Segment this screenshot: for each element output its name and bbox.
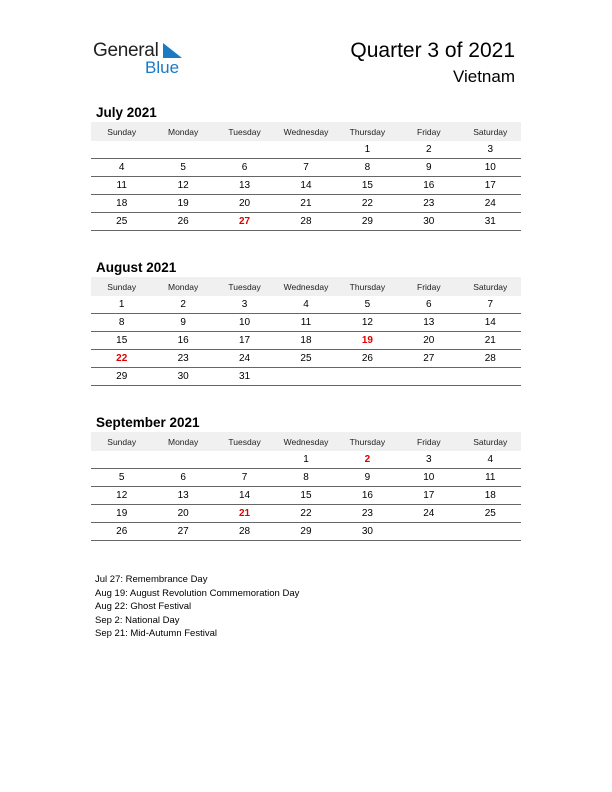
- day-cell: 19: [91, 505, 152, 523]
- day-cell: 21: [214, 505, 275, 523]
- day-cell: 12: [91, 487, 152, 505]
- empty-day-cell: [275, 368, 336, 386]
- holiday-note: Sep 2: National Day: [95, 614, 180, 626]
- day-cell: 13: [152, 487, 213, 505]
- day-cell: 6: [214, 159, 275, 177]
- day-cell: 13: [214, 177, 275, 195]
- day-cell: 25: [460, 505, 521, 523]
- weekday-header: Friday: [398, 277, 459, 296]
- weekday-header: Sunday: [91, 122, 152, 141]
- day-cell: 20: [214, 195, 275, 213]
- day-cell: 4: [460, 451, 521, 469]
- day-cell: 19: [152, 195, 213, 213]
- day-cell: 7: [460, 296, 521, 314]
- day-cell: 3: [214, 296, 275, 314]
- day-cell: 11: [460, 469, 521, 487]
- country-name: Vietnam: [452, 67, 515, 86]
- day-cell: 22: [275, 505, 336, 523]
- day-cell: 26: [91, 523, 152, 541]
- empty-day-cell: [337, 368, 398, 386]
- week-row: [91, 141, 521, 159]
- day-cell: 9: [398, 159, 459, 177]
- day-cell: 2: [152, 296, 213, 314]
- weekday-header-row: [91, 277, 521, 296]
- day-cell: 28: [214, 523, 275, 541]
- empty-day-cell: [152, 141, 213, 159]
- day-cell: 15: [91, 332, 152, 350]
- weekday-header: Friday: [398, 122, 459, 141]
- week-row: [91, 159, 521, 177]
- day-cell: 29: [91, 368, 152, 386]
- empty-day-cell: [91, 141, 152, 159]
- day-cell: 30: [152, 368, 213, 386]
- day-cell: 1: [337, 141, 398, 159]
- day-cell: 17: [460, 177, 521, 195]
- month-title: July 2021: [96, 105, 157, 120]
- day-cell: 15: [275, 487, 336, 505]
- day-cell: 9: [152, 314, 213, 332]
- day-cell: 2: [398, 141, 459, 159]
- empty-day-cell: [214, 451, 275, 469]
- day-cell: 29: [275, 523, 336, 541]
- day-cell: 31: [460, 213, 521, 231]
- weekday-header: Sunday: [91, 432, 152, 451]
- day-cell: 17: [214, 332, 275, 350]
- day-cell: 6: [152, 469, 213, 487]
- page-title: Quarter 3 of 2021: [350, 39, 515, 62]
- weekday-header: Tuesday: [214, 122, 275, 141]
- week-row: [91, 505, 521, 523]
- weekday-header: Monday: [152, 432, 213, 451]
- logo-blue-text: Blue: [145, 58, 180, 77]
- day-cell: 9: [337, 469, 398, 487]
- day-cell: 16: [398, 177, 459, 195]
- empty-day-cell: [398, 368, 459, 386]
- month-calendar: [91, 104, 521, 231]
- day-cell: 8: [275, 469, 336, 487]
- day-cell: 4: [275, 296, 336, 314]
- weekday-header: Sunday: [91, 277, 152, 296]
- holiday-note: Aug 22: Ghost Festival: [95, 601, 192, 612]
- day-cell: 27: [152, 523, 213, 541]
- day-cell: 24: [460, 195, 521, 213]
- day-cell: 11: [275, 314, 336, 332]
- week-row: [91, 368, 521, 386]
- day-cell: 3: [460, 141, 521, 159]
- day-cell: 1: [275, 451, 336, 469]
- day-cell: 19: [337, 332, 398, 350]
- day-cell: 27: [398, 350, 459, 368]
- day-cell: 20: [398, 332, 459, 350]
- day-cell: 2: [337, 451, 398, 469]
- day-cell: 21: [460, 332, 521, 350]
- day-cell: 21: [275, 195, 336, 213]
- week-row: [91, 314, 521, 332]
- day-cell: 30: [337, 523, 398, 541]
- day-cell: 16: [337, 487, 398, 505]
- weekday-header-row: [91, 432, 521, 451]
- empty-day-cell: [214, 141, 275, 159]
- day-cell: 12: [337, 314, 398, 332]
- day-cell: 24: [214, 350, 275, 368]
- empty-day-cell: [152, 451, 213, 469]
- day-cell: 31: [214, 368, 275, 386]
- week-row: [91, 213, 521, 231]
- day-cell: 24: [398, 505, 459, 523]
- day-cell: 8: [91, 314, 152, 332]
- day-cell: 10: [398, 469, 459, 487]
- week-row: [91, 487, 521, 505]
- empty-day-cell: [460, 523, 521, 541]
- day-cell: 25: [91, 213, 152, 231]
- day-cell: 10: [460, 159, 521, 177]
- day-cell: 27: [214, 213, 275, 231]
- week-row: [91, 332, 521, 350]
- holiday-note: Sep 21: Mid-Autumn Festival: [95, 628, 217, 639]
- weekday-header: Saturday: [460, 277, 521, 296]
- day-cell: 13: [398, 314, 459, 332]
- empty-day-cell: [275, 141, 336, 159]
- month-calendar: [91, 259, 521, 386]
- day-cell: 7: [275, 159, 336, 177]
- weekday-header-row: [91, 122, 521, 141]
- logo-triangle-icon: [161, 43, 183, 59]
- day-cell: 14: [275, 177, 336, 195]
- day-cell: 23: [337, 505, 398, 523]
- day-cell: 8: [337, 159, 398, 177]
- weekday-header: Thursday: [337, 277, 398, 296]
- day-cell: 7: [214, 469, 275, 487]
- week-row: [91, 195, 521, 213]
- day-cell: 11: [91, 177, 152, 195]
- week-row: [91, 296, 521, 314]
- day-cell: 26: [337, 350, 398, 368]
- generalblue-logo: [93, 40, 193, 80]
- day-cell: 10: [214, 314, 275, 332]
- weekday-header: Wednesday: [275, 122, 336, 141]
- week-row: [91, 451, 521, 469]
- day-cell: 14: [214, 487, 275, 505]
- empty-day-cell: [91, 451, 152, 469]
- week-row: [91, 177, 521, 195]
- weekday-header: Wednesday: [275, 432, 336, 451]
- day-cell: 16: [152, 332, 213, 350]
- weekday-header: Monday: [152, 122, 213, 141]
- day-cell: 5: [91, 469, 152, 487]
- month-calendar: [91, 414, 521, 541]
- day-cell: 30: [398, 213, 459, 231]
- month-title: September 2021: [96, 415, 200, 430]
- week-row: [91, 523, 521, 541]
- day-cell: 18: [91, 195, 152, 213]
- day-cell: 1: [91, 296, 152, 314]
- day-cell: 3: [398, 451, 459, 469]
- day-cell: 23: [152, 350, 213, 368]
- week-row: [91, 350, 521, 368]
- day-cell: 29: [337, 213, 398, 231]
- day-cell: 4: [91, 159, 152, 177]
- day-cell: 15: [337, 177, 398, 195]
- day-cell: 5: [152, 159, 213, 177]
- weekday-header: Saturday: [460, 122, 521, 141]
- month-grid: [91, 122, 521, 231]
- day-cell: 12: [152, 177, 213, 195]
- week-row: [91, 469, 521, 487]
- day-cell: 14: [460, 314, 521, 332]
- weekday-header: Monday: [152, 277, 213, 296]
- day-cell: 26: [152, 213, 213, 231]
- day-cell: 23: [398, 195, 459, 213]
- day-cell: 18: [275, 332, 336, 350]
- month-grid: [91, 277, 521, 386]
- empty-day-cell: [398, 523, 459, 541]
- holiday-list: [95, 573, 299, 641]
- day-cell: 17: [398, 487, 459, 505]
- holiday-note: Aug 19: August Revolution Commemoration Day: [95, 587, 300, 599]
- day-cell: 28: [275, 213, 336, 231]
- holiday-note: Jul 27: Remembrance Day: [95, 574, 208, 585]
- day-cell: 22: [337, 195, 398, 213]
- day-cell: 5: [337, 296, 398, 314]
- month-title: August 2021: [96, 260, 177, 275]
- weekday-header: Thursday: [337, 122, 398, 141]
- day-cell: 18: [460, 487, 521, 505]
- logo-general-text: General: [93, 40, 159, 61]
- weekday-header: Tuesday: [214, 432, 275, 451]
- day-cell: 28: [460, 350, 521, 368]
- day-cell: 6: [398, 296, 459, 314]
- weekday-header: Friday: [398, 432, 459, 451]
- month-grid: [91, 432, 521, 541]
- weekday-header: Thursday: [337, 432, 398, 451]
- weekday-header: Wednesday: [275, 277, 336, 296]
- empty-day-cell: [460, 368, 521, 386]
- weekday-header: Tuesday: [214, 277, 275, 296]
- day-cell: 25: [275, 350, 336, 368]
- day-cell: 22: [91, 350, 152, 368]
- weekday-header: Saturday: [460, 432, 521, 451]
- day-cell: 20: [152, 505, 213, 523]
